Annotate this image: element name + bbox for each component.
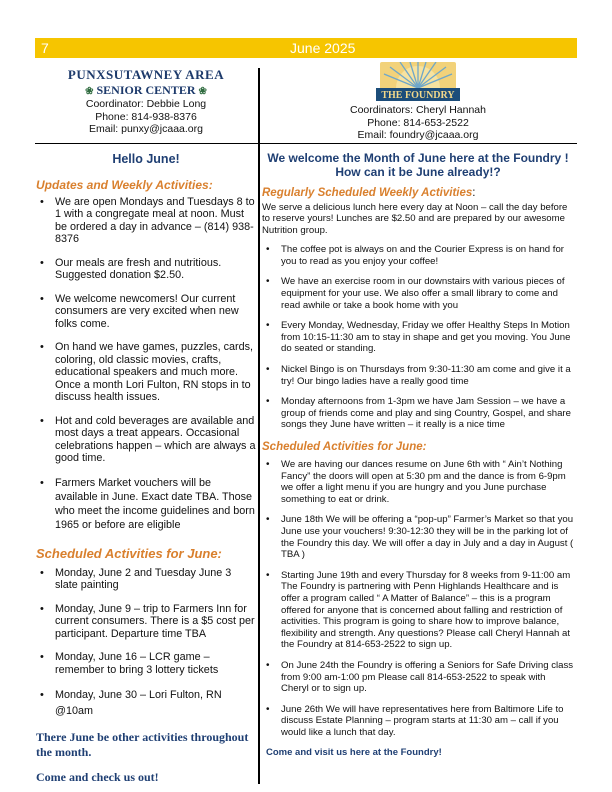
- list-item: • Farmers Market vouchers will be available in June. Exact date TBA. Those who meet the income guidelines and born 1965 or before are eligible: [36, 476, 256, 532]
- page-header-banner: [35, 38, 577, 58]
- email-address[interactable]: Email: punxy@jcaaa.org: [89, 123, 203, 135]
- list-item: • We are open Mondays and Tuesdays 8 to 1 with a congregate meal at noon. Must be ordered a day in advance – (814) 938-8376: [36, 196, 256, 246]
- updates-heading: Updates and Weekly Activities:: [36, 177, 213, 192]
- closing-note: There June be other activities throughout the month.: [36, 730, 249, 759]
- lunch-intro: We serve a delicious lunch here every day at Noon – call the day before to reserve yours! Lunches are $2.50 and are prepared by our awesome Nutrition group.: [262, 201, 568, 236]
- list-item: • Starting June 19th and every Thursday for 8 weeks from 9-11:00 am The Foundry is partnering with Penn Highlands Healthcare and is offer a program called “ A Matter of Balance” – this is a program offered for anyone that is concerned about falling and restriction of activities. This program is going to share how to improve balance, flexibility and strength. Any questions? Please call Cheryl Hannah at the Foundry at 814-653-2522 to sign up.: [262, 570, 574, 651]
- regular-activities-list: [262, 244, 574, 431]
- list-item: • Monday afternoons from 1-3pm we have Jam Session – we have a group of friends come and play and sing Country, Gospel, and share songs they June have written – it really is a nice time: [262, 396, 574, 431]
- foundry-logo-text: THE FOUNDRY: [381, 90, 455, 101]
- phone-number: Phone: 814-938-8376: [95, 110, 197, 123]
- list-item: • The coffee pot is always on and the Courier Express is on hand for you to read as you enjoy your coffee!: [262, 244, 574, 267]
- closing-invite: Come and visit us here at the Foundry!: [266, 747, 442, 759]
- greeting-heading: Hello June!: [112, 151, 180, 166]
- scheduled-list: [36, 567, 256, 720]
- list-item: • Our meals are fresh and nutritious. Suggested donation $2.50.: [36, 257, 256, 282]
- list-item: • Monday, June 30 – Lori Fulton, RN @10am: [36, 687, 256, 719]
- contact-block: [262, 104, 574, 142]
- page-number: 7: [41, 40, 49, 56]
- scheduled-heading: Scheduled Activities for June:: [36, 545, 222, 561]
- list-item: • Monday, June 16 – LCR game – remember to bring 3 lottery tickets: [36, 651, 256, 676]
- list-item: • Monday, June 2 and Tuesday June 3 slate painting: [36, 567, 256, 592]
- contact-block: [36, 98, 256, 136]
- heading-colon: :: [472, 186, 476, 199]
- issue-date: June 2025: [290, 40, 356, 56]
- foundry-column: [262, 62, 574, 758]
- email-address[interactable]: Email: foundry@jcaaa.org: [357, 129, 479, 141]
- coordinator-name: Coordinators: Cheryl Hannah: [350, 104, 486, 116]
- coordinator-name: Coordinator: Debbie Long: [85, 98, 207, 110]
- list-item: • Monday, June 9 – trip to Farmers Inn for current consumers. There is a $5 cost per participant. Departure time TBA: [36, 603, 256, 641]
- column-divider: [258, 68, 260, 784]
- scheduled-activities-list: [262, 459, 574, 738]
- list-item: • On June 24th the Foundry is offering a Seniors for Safe Driving class from 9:00 am-1:00 pm Please call 814-653-2522 to speak with Cheryl or to sign up.: [262, 660, 574, 695]
- senior-center-logo: [36, 67, 256, 98]
- logo-line-1: PUNXSUTAWNEY AREA: [67, 67, 225, 82]
- updates-list: [36, 196, 256, 532]
- list-item: • We welcome newcomers! Our current consumers are very excited when new folks come.: [36, 293, 256, 331]
- leaf-icon: ❀: [85, 86, 94, 97]
- regular-activities-heading: [262, 187, 574, 199]
- senior-center-column: [36, 62, 256, 785]
- list-item: • Every Monday, Wednesday, Friday we offer Healthy Steps In Motion from 10:15-11:30 am to stay in shape and get you moving. You June do seated or standing.: [262, 320, 574, 355]
- foundry-logo: [370, 62, 466, 102]
- list-item: • On hand we have games, puzzles, cards, coloring, old classic movies, crafts, educational speakers and much more. Once a month Lori Fulton, RN stops in to discuss health issues.: [36, 341, 256, 404]
- regular-activities-title: Regularly Scheduled Weekly Activities: [262, 186, 473, 199]
- list-item: • Nickel Bingo is on Thursdays from 9:30-11:30 am come and give it a try! Our bingo ladies have a really good time: [262, 364, 574, 387]
- list-item: • June 18th We will be offering a “pop-up” Farmer’s Market so that you June use your vouchers! 9:30-12:30 they will be in the parking lot of the Foundry this day. We will offer a day in July and a day in August ( TBA ): [262, 514, 574, 560]
- scheduled-activities-heading: Scheduled Activities for June:: [262, 441, 427, 453]
- leaf-icon: ❀: [198, 86, 207, 97]
- welcome-heading: We welcome the Month of June here at the Foundry ! How can it be June already!?: [267, 150, 569, 179]
- closing-invite: Come and check us out!: [36, 770, 159, 784]
- list-item: • Hot and cold beverages are available and most days a treat appears. Occasional celebrations happen – which are always a good time.: [36, 415, 256, 465]
- list-item: • We have an exercise room in our downstairs with various pieces of equipment for your use. We also offer a small library to come and read awhile or take a book home with you: [262, 276, 574, 311]
- logo-line-2: SENIOR CENTER: [96, 83, 196, 97]
- list-item: • June 26th We will have representatives here from Baltimore Life to discuss Estate Planning – program starts at 11:30 am – call if you would like a lunch that day.: [262, 704, 574, 739]
- list-item: • We are having our dances resume on June 6th with “ Ain’t Nothing Fancy” the doors will open at 5:30 pm and the dance is from 6-9pm we offer a light menu if you are hungry and you June purchase something to eat or drink.: [262, 459, 574, 505]
- phone-number: Phone: 814-653-2522: [367, 116, 469, 129]
